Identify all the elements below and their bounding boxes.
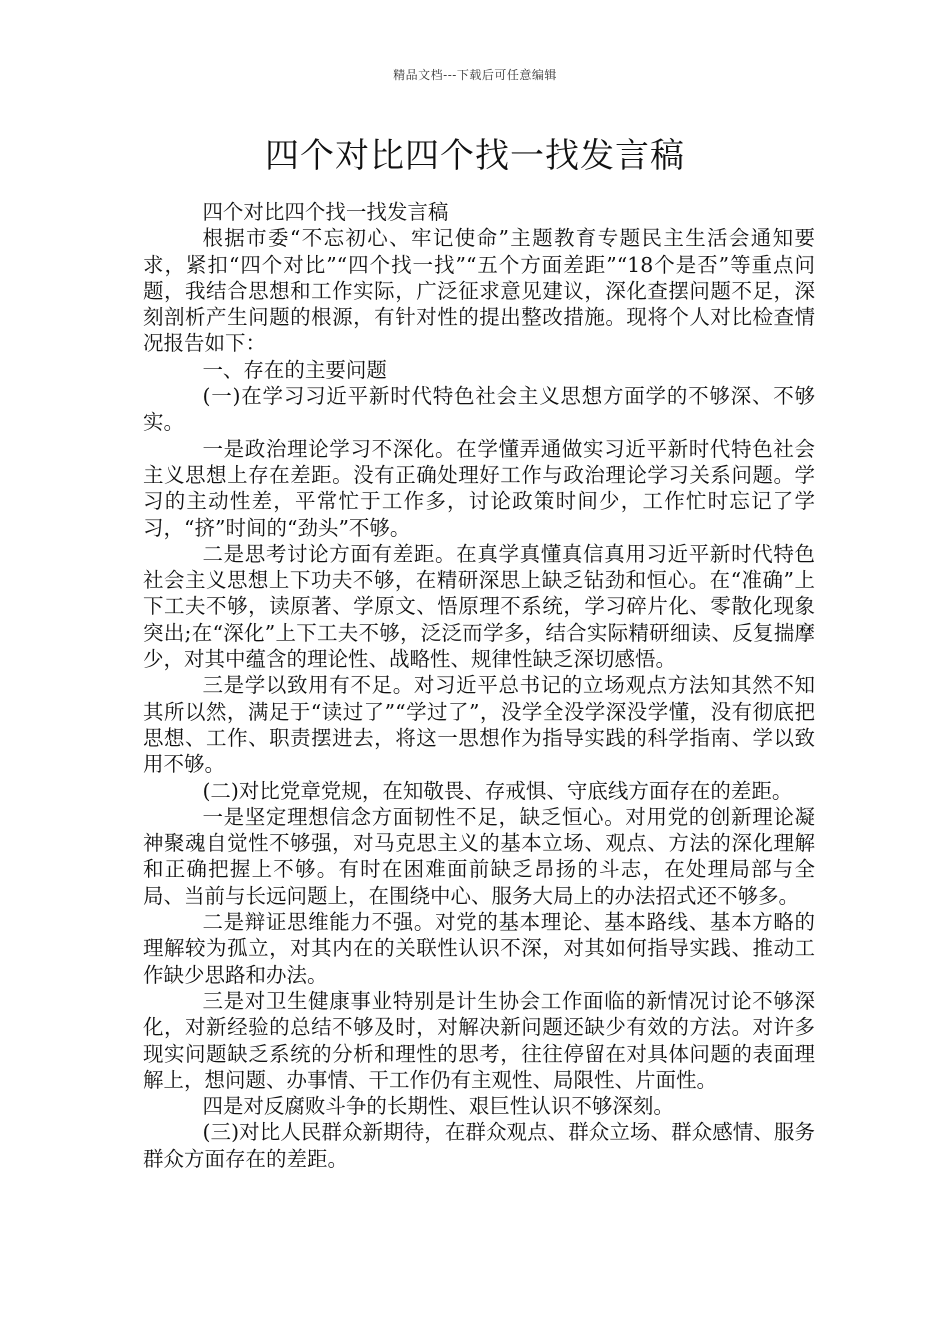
paragraph: 三是学以致用有不足。对习近平总书记的立场观点方法知其然不知其所以然，满足于“读过了”“学过了”，没学全没学深没学懂，没有彻底把思想、工作、职责摆进去，将这一思想作为指导实践的科学指南、学以致用不够。 [143, 673, 815, 777]
subsection-heading: (二)对比党章党规，在知敬畏、存戒惧、守底线方面存在的差距。 [202, 778, 793, 803]
section-heading: 一、存在的主要问题 [202, 357, 387, 382]
header-note: 精品文档---下载后可任意编辑 [393, 68, 557, 82]
paragraph: 根据市委“不忘初心、牢记使命”主题教育专题民主生活会通知要求，紧扣“四个对比”“四个找一找”“五个方面差距”“18个是否”等重点问题，我结合思想和工作实际，广泛征求意见建议，深化查摆问题不足，深刻剖析产生问题的根源，有针对性的提出整改措施。现将个人对比检查情况报告如下： [143, 226, 815, 356]
subsection-heading: (三)对比人民群众新期待，在群众观点、群众立场、群众感情、服务群众方面存在的差距。 [143, 1120, 815, 1171]
paragraph: 二是思考讨论方面有差距。在真学真懂真信真用习近平新时代特色社会主义思想上下功夫不够，在精研深思上缺乏钻劲和恒心。在“准确”上下工夫不够，读原著、学原文、悟原理不系统，学习碎片化、零散化现象突出;在“深化”上下工夫不够，泛泛而学多，结合实际精研细读、反复揣摩少，对其中蕴含的理论性、战略性、规律性缺乏深切感悟。 [143, 541, 815, 672]
subsection-heading: (一)在学习习近平新时代特色社会主义思想方面学的不够深、不够实。 [143, 384, 815, 435]
paragraph: 三是对卫生健康事业特别是计生协会工作面临的新情况讨论不够深化，对新经验的总结不够及时，对解决新问题还缺少有效的方法。对许多现实问题缺乏系统的分析和理性的思考，往往停留在对具体问题的表面理解上，想问题、办事情、干工作仍有主观性、局限性、片面性。 [143, 988, 815, 1092]
document-body [143, 199, 815, 1172]
paragraph: 一是政治理论学习不深化。在学懂弄通做实习近平新时代特色社会主义思想上存在差距。没有正确处理好工作与政治理论学习关系问题。学习的主动性差，平常忙于工作多，讨论政策时间少，工作忙时忘记了学习，“挤”时间的“劲头”不够。 [143, 436, 815, 540]
paragraph: 四是对反腐败斗争的长期性、艰巨性认识不够深刻。 [202, 1094, 674, 1119]
paragraph: 一是坚定理想信念方面韧性不足，缺乏恒心。对用党的创新理论凝神聚魂自觉性不够强，对马克思主义的基本立场、观点、方法的深化理解和正确把握上不够。有时在困难面前缺乏昂扬的斗志，在处理局部与全局、当前与长远问题上，在围绕中心、服务大局上的办法招式还不够多。 [143, 804, 815, 908]
paragraph: 四个对比四个找一找发言稿 [202, 200, 449, 224]
paragraph: 二是辩证思维能力不强。对党的基本理论、基本路线、基本方略的理解较为孤立，对其内在的关联性认识不深，对其如何指导实践、推动工作缺少思路和办法。 [143, 910, 815, 987]
document-title: 四个对比四个找一找发言稿 [265, 136, 685, 176]
